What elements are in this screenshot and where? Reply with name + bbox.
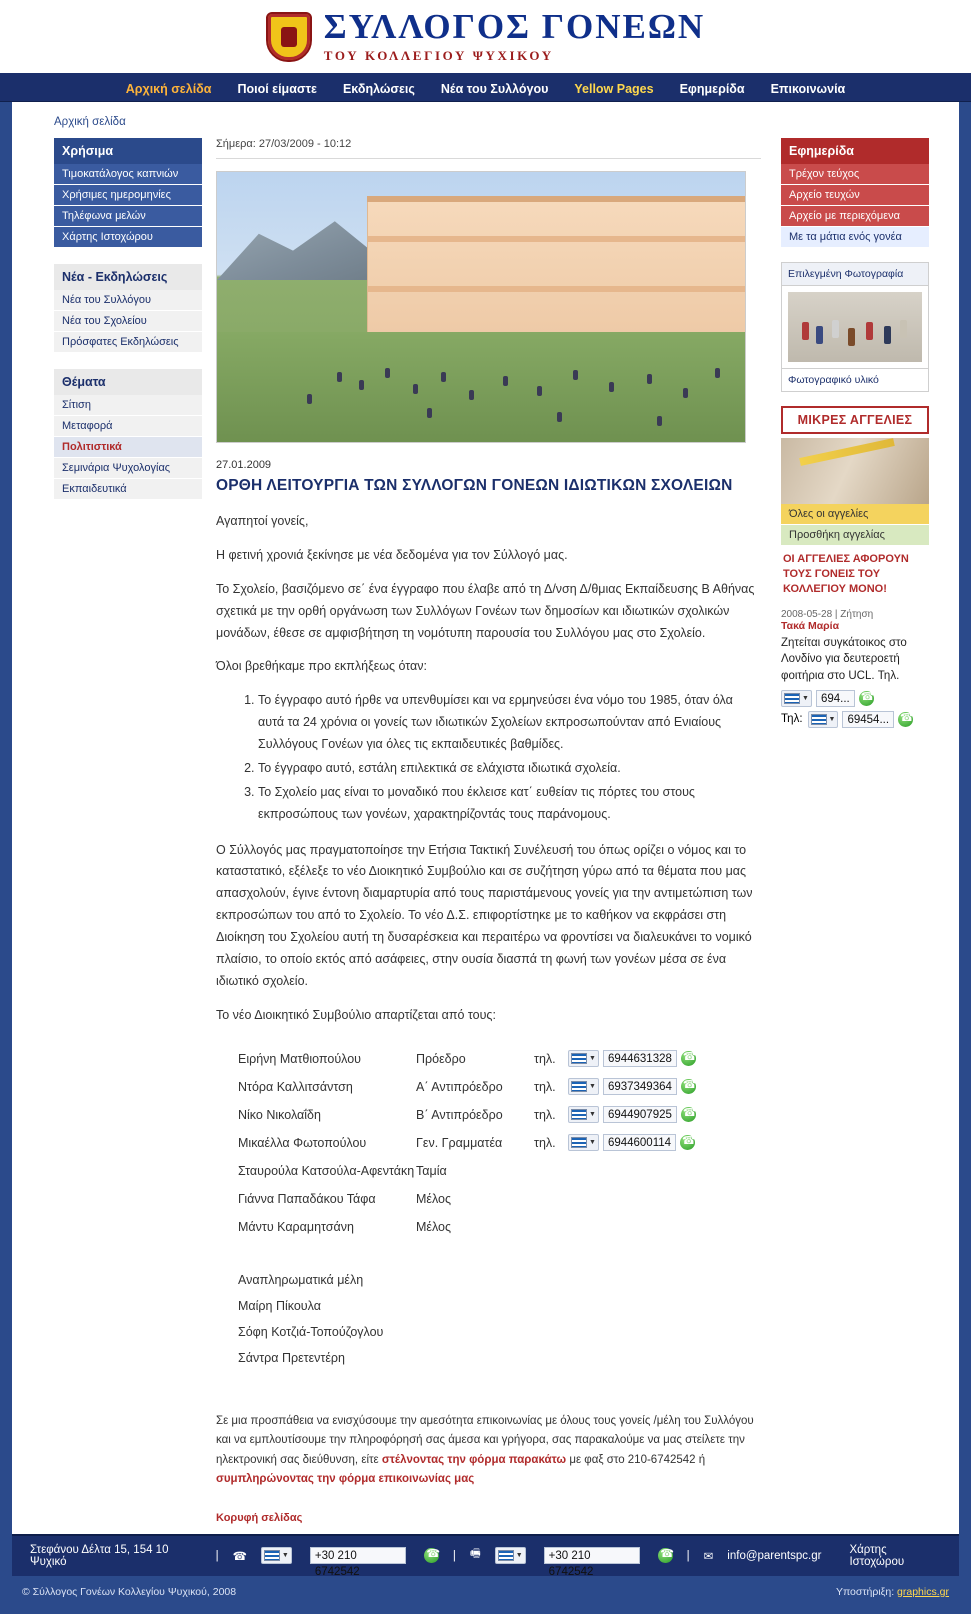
- article-paragraph: Όλοι βρεθήκαμε προ εκπλήξεως όταν:: [216, 659, 428, 674]
- alternates-title: Αναπληρωματικά μέλη: [238, 1272, 364, 1287]
- sidebar-item-sitemap-label[interactable]: Χάρτης Ιστοχώρου: [62, 231, 153, 243]
- call-icon[interactable]: [859, 691, 874, 706]
- right-sidebar: [781, 138, 929, 1524]
- country-flag-select[interactable]: [261, 1547, 292, 1564]
- person-figure: [537, 386, 542, 396]
- member-name: Ειρήνη Ματθιοπούλου: [238, 1051, 362, 1066]
- closing-paragraph: [216, 1412, 761, 1490]
- featured-photo-box: [781, 262, 929, 392]
- logo-main: ΣΥΛΛΟΓΟΣ ΓΟΝΕΩΝ: [323, 7, 706, 46]
- member-phone[interactable]: 6944600114: [603, 1134, 676, 1151]
- sidebar-box-news: [54, 264, 202, 353]
- lawn: [217, 332, 745, 442]
- country-flag-select[interactable]: [495, 1547, 526, 1564]
- chevron-down-icon: ▼: [802, 694, 809, 702]
- greek-flag-icon: [571, 1109, 587, 1120]
- back-to-top-link[interactable]: Κορυφή σελίδας: [216, 1511, 303, 1524]
- contact-form-link[interactable]: συμπληρώνοντας την φόρμα επικοινωνίας μας: [216, 1473, 475, 1486]
- member-role: Ταμία: [416, 1163, 447, 1178]
- sidebar-item-recent-events-label[interactable]: Πρόσφατες Εκδηλώσεις: [62, 336, 179, 348]
- greek-flag-icon: [498, 1550, 514, 1561]
- sidebar-box-topics: [54, 369, 202, 500]
- classified-phone-row: [781, 711, 929, 728]
- person-figure: [848, 328, 855, 346]
- member-role: Πρόεδρο: [416, 1051, 466, 1066]
- sidebar-item-cultural[interactable]: [54, 437, 202, 458]
- support-link[interactable]: graphics.gr: [897, 1585, 949, 1598]
- list-item: 3. Το Σχολείο μας είναι το μοναδικό που έκλεισε κατ΄ ευθείαν τις πόρτες του στους εκπροσώπους των γονέων, χαρακτηρίζοντάς τους παράνομους.: [258, 782, 761, 826]
- person-figure: [385, 368, 390, 378]
- article-body: [216, 511, 761, 1027]
- member-tel-label: τηλ.: [534, 1051, 556, 1066]
- logo-text: [324, 9, 705, 64]
- newspaper-item-current-label[interactable]: Τρέχον τεύχος: [789, 168, 860, 180]
- sidebar-box-useful-title: Χρήσιμα: [54, 138, 202, 164]
- columns: [12, 138, 959, 1524]
- person-figure: [573, 370, 578, 380]
- member-tel-label: τηλ.: [534, 1107, 556, 1122]
- member-role: Α΄ Αντιπρόεδρο: [416, 1079, 503, 1094]
- closing-text-1: Σε μια προσπάθεια να ενισχύσουμε την αμεσότητα επικοινωνίας με όλους τους γονείς /μέλη του Συλλόγου και να εμπλουτίσουμε την πληροφόρησή σας άμεσα και γρήγορα, σας παρακαλούμε να μας στείλετε την ηλεκτρονική σας διεύθυνση, είτε: [216, 1414, 754, 1466]
- classified-phone-row: [781, 690, 929, 707]
- table-row: [238, 1185, 761, 1213]
- footer-phone[interactable]: +30 210 6742542: [310, 1547, 407, 1564]
- chevron-down-icon: ▼: [589, 1139, 596, 1146]
- newspaper-item-contents-archive[interactable]: [781, 206, 929, 227]
- classified-phone-1[interactable]: 694...: [816, 690, 855, 707]
- fax-icon: 🖷: [469, 1548, 481, 1561]
- member-phone[interactable]: 6944907925: [603, 1106, 677, 1123]
- sidebar-item-association-news-label[interactable]: Νέα του Συλλόγου: [62, 294, 152, 306]
- site-logo[interactable]: [266, 9, 705, 64]
- table-row: [238, 1157, 761, 1185]
- sidebar-item-educational-label[interactable]: Εκπαιδευτικά: [62, 483, 127, 495]
- member-role: Γεν. Γραμματέα: [416, 1135, 503, 1150]
- article-paragraph: Η φετινή χρονιά ξεκίνησε με νέα δεδομένα για τον Σύλλογό μας.: [216, 547, 568, 562]
- sidebar-item-price-list-label[interactable]: Τιμοκατάλογος καπνιών: [62, 168, 179, 180]
- table-row: [238, 1073, 761, 1101]
- country-flag-select[interactable]: [568, 1106, 599, 1123]
- nav-item-contact[interactable]: Επικοινωνία: [770, 81, 846, 96]
- newspaper-title: Εφημερίδα: [781, 138, 929, 164]
- list-item: 1. Το έγγραφο αυτό ήρθε να υπενθυμίσει και να ερμηνεύσει ένα νόμο του 1985, όταν όλα αυτά τα 24 χρόνια οι γονείς των ιδιωτικών Σχολείων εκπροσωπούνταν από Ενιαίους Συλλόγους Γονέων για όλες τις εκπαιδευτικές βαθμίδες.: [258, 690, 761, 756]
- article-paragraph: Το Σχολείο, βασιζόμενο σε΄ ένα έγγραφο που έλαβε από τη Δ/νση Δ/θμιας Εκπαίδευσης Β Αθήνας σχετικά με την ορθή οργάνωση των Συλλόγων Γονέων των δημοσίων και ιδιωτικών σχολικών μονάδων, έθεσε σε αμφισβήτηση τη νομότυπη παρουσία του Συλλόγου μας στο Σχολείο.: [216, 581, 755, 640]
- page-title: ΟΡΘΗ ΛΕΙΤΟΥΡΓΙΑ ΤΩΝ ΣΥΛΛΟΓΩΝ ΓΟΝΕΩΝ ΙΔΙΩΤΙΚΩΝ ΣΧΟΛΕΙΩΝ: [216, 477, 733, 494]
- chevron-down-icon: ▼: [589, 1055, 596, 1062]
- article-paragraph: Το νέο Διοικητικό Συμβούλιο απαρτίζεται από τους:: [216, 1007, 496, 1022]
- sidebar-item-price-list[interactable]: [54, 164, 202, 185]
- newspaper-item-parent-eyes-label[interactable]: Με τα μάτια ενός γονέα: [789, 231, 902, 243]
- member-name: Νίκο Νικολαΐδη: [238, 1107, 321, 1122]
- today-date: Σήμερα: 27/03/2009 - 10:12: [216, 138, 761, 159]
- sidebar-item-psych-seminars[interactable]: [54, 458, 202, 479]
- article-paragraph: Ο Σύλλογός μας πραγματοποίησε την Ετήσια Τακτική Συνέλευσή του όπως ορίζει ο νόμος και το καταστατικό, εξέλεξε το νέο Διοικητικό Συμβούλιο και σε συζήτηση γύρω από τα θέματα που μας απασχολούν, έγινε έντονη διαμαρτυρία από τους παριστάμενους γονείς για την αντιμετώπιση των εκπροσώπων του από το Σχολείο. Το νέο Δ.Σ. επιφορτίστηκε με το καθήκον να εκφράσει στη Διοίκηση του Σχολείου αυτή τη δυσαρέσκεια και περαιτέρω να φροντίσει να διαλευκάνει το νομικό πλαίσιο, το οποίο εκτός από ασάφειες, στην ουσία διασπά τη φωνή των γονέων μέσα σε ένα ιδιωτικό σχολείο.: [216, 842, 753, 988]
- nav-item-news[interactable]: Νέα του Συλλόγου: [440, 81, 549, 96]
- board-members-table: [238, 1045, 761, 1241]
- table-row: [238, 1129, 761, 1157]
- member-tel-label: τηλ.: [534, 1135, 556, 1150]
- call-icon[interactable]: [424, 1548, 438, 1563]
- article-paragraph: Αγαπητοί γονείς,: [216, 514, 309, 528]
- person-figure: [657, 416, 662, 426]
- sidebar-box-topics-title: Θέματα: [54, 369, 202, 395]
- phone-icon: ☎: [232, 1550, 247, 1563]
- support-label: Υποστήριξη:: [835, 1585, 895, 1598]
- member-name: Μάντυ Καραμητσάνη: [238, 1219, 354, 1234]
- person-figure: [647, 374, 652, 384]
- classified-meta: 2008-05-28 | Ζήτηση: [781, 608, 874, 620]
- chevron-down-icon: ▼: [589, 1111, 596, 1118]
- send-form-link[interactable]: στέλνοντας την φόρμα παρακάτω: [381, 1453, 567, 1466]
- person-figure: [866, 322, 873, 340]
- featured-photo-image[interactable]: [788, 292, 922, 362]
- sidebar-item-psych-seminars-label[interactable]: Σεμινάρια Ψυχολογίας: [62, 462, 171, 474]
- chevron-down-icon: ▼: [515, 1552, 523, 1560]
- person-figure: [816, 326, 823, 344]
- alternate-members: [238, 1267, 761, 1372]
- sidebar-item-educational[interactable]: [54, 479, 202, 500]
- sidebar-item-cultural-label[interactable]: Πολιτιστικά: [62, 441, 122, 453]
- greek-flag-icon: [571, 1081, 587, 1092]
- newspaper-box: [781, 138, 929, 248]
- divider: |: [215, 1549, 219, 1562]
- table-row: [238, 1213, 761, 1241]
- person-figure: [337, 372, 342, 382]
- person-figure: [715, 368, 720, 378]
- call-icon[interactable]: [681, 1107, 696, 1122]
- sidebar-item-sitemap[interactable]: [54, 227, 202, 248]
- support-block: [836, 1586, 949, 1598]
- left-sidebar: [54, 138, 202, 1524]
- newspaper-item-current[interactable]: [781, 164, 929, 185]
- logo-sub: ΤΟΥ ΚΟΛΛΕΓΙΟΥ ΨΥΧΙΚΟΥ: [323, 48, 554, 63]
- member-tel-label: τηλ.: [534, 1079, 556, 1094]
- featured-photo-header: Επιλεγμένη Φωτογραφία: [782, 263, 928, 286]
- breadcrumb[interactable]: Αρχική σελίδα: [54, 116, 126, 128]
- member-role: Μέλος: [416, 1191, 452, 1206]
- table-row: [238, 1101, 761, 1129]
- footer-email-link[interactable]: info@parentspc.gr: [727, 1549, 822, 1562]
- call-icon[interactable]: [681, 1079, 696, 1094]
- member-phone[interactable]: 6944631328: [603, 1050, 677, 1067]
- member-name: Μικαέλλα Φωτοπούλου: [238, 1135, 367, 1150]
- country-flag-select[interactable]: [568, 1134, 599, 1151]
- person-figure: [884, 326, 891, 344]
- sidebar-item-useful-dates-label[interactable]: Χρήσιμες ημερομηνίες: [62, 189, 171, 201]
- person-figure: [427, 408, 432, 418]
- featured-photo-caption[interactable]: Φωτογραφικό υλικό: [782, 368, 928, 391]
- person-figure: [802, 322, 809, 340]
- newspaper-item-archive[interactable]: [781, 185, 929, 206]
- main-content: [216, 138, 767, 1524]
- member-name: Γιάννα Παπαδάκου Τάφα: [238, 1191, 376, 1206]
- table-row: [238, 1045, 761, 1073]
- sidebar-item-association-news[interactable]: [54, 290, 202, 311]
- sidebar-box-news-title: Νέα - Εκδηλώσεις: [54, 264, 202, 290]
- alternate-member: Μαίρη Πίκουλα: [238, 1298, 321, 1313]
- person-figure: [503, 376, 508, 386]
- greek-flag-icon: [571, 1137, 587, 1148]
- alternate-member: Σόφη Κοτζιά-Τοπούζογλου: [238, 1325, 384, 1339]
- person-figure: [609, 382, 614, 392]
- sidebar-item-transport-label[interactable]: Μεταφορά: [62, 420, 113, 432]
- crest-icon: [266, 12, 312, 62]
- classified-body: Ζητείται συγκάτοικος στο Λονδίνο για δευτεροετή φοιτήρια στο UCL. Τηλ.: [781, 636, 907, 682]
- sidebar-item-transport[interactable]: [54, 416, 202, 437]
- mail-icon: ✉: [703, 1550, 714, 1563]
- sidebar-box-useful: [54, 138, 202, 248]
- sidebar-item-member-phones-label[interactable]: Τηλέφωνα μελών: [62, 210, 146, 222]
- greek-flag-icon: [784, 693, 800, 704]
- school-building: [367, 202, 746, 352]
- copyright-bar: [0, 1576, 971, 1614]
- nav-item-about[interactable]: Ποιοί είμαστε: [237, 81, 317, 96]
- chevron-down-icon: ▼: [828, 715, 836, 723]
- country-flag-select[interactable]: [808, 711, 839, 728]
- divider: |: [452, 1549, 456, 1562]
- person-figure: [359, 380, 364, 390]
- person-figure: [832, 320, 839, 338]
- closing-text-2: με φαξ στο 210-6742542 ή: [566, 1453, 706, 1466]
- all-classifieds-link[interactable]: Όλες οι αγγελίες: [781, 504, 929, 525]
- sidebar-item-recent-events[interactable]: [54, 332, 202, 353]
- article-numbered-list: [216, 690, 761, 825]
- newspaper-item-archive-label[interactable]: Αρχείο τευχών: [789, 189, 860, 201]
- call-icon[interactable]: [681, 1051, 696, 1066]
- main-nav: [0, 76, 971, 102]
- content-frame: [12, 102, 959, 1534]
- classified-phone-2[interactable]: 69454...: [842, 711, 894, 728]
- person-figure: [441, 372, 446, 382]
- member-name: Ντόρα Καλλιτσάντση: [238, 1079, 353, 1094]
- site-footer: [12, 1534, 959, 1579]
- person-figure: [557, 412, 562, 422]
- chevron-down-icon: ▼: [281, 1552, 289, 1560]
- newspaper-item-contents-archive-label[interactable]: Αρχείο με περιεχόμενα: [789, 210, 900, 222]
- country-flag-select[interactable]: [568, 1050, 599, 1067]
- call-icon[interactable]: [658, 1548, 672, 1563]
- call-icon[interactable]: [680, 1135, 695, 1150]
- person-figure: [683, 388, 688, 398]
- person-figure: [900, 320, 907, 338]
- sidebar-item-member-phones[interactable]: [54, 206, 202, 227]
- sidebar-item-meals[interactable]: [54, 395, 202, 416]
- sidebar-item-useful-dates[interactable]: [54, 185, 202, 206]
- classifieds-box: [781, 406, 929, 728]
- site-header: [0, 0, 971, 76]
- country-flag-select[interactable]: [568, 1078, 599, 1095]
- nav-item-newspaper[interactable]: Εφημερίδα: [679, 81, 745, 96]
- classifieds-note: ΟΙ ΑΓΓΕΛΙΕΣ ΑΦΟΡΟΥΝ ΤΟΥΣ ΓΟΝΕΙΣ ΤΟΥ ΚΟΛΛΕΓΙΟΥ ΜΟΝΟ!: [781, 546, 929, 601]
- chevron-down-icon: ▼: [589, 1083, 596, 1090]
- member-role: Μέλος: [416, 1219, 452, 1234]
- footer-address: Στεφάνου Δέλτα 15, 154 10 Ψυχικό: [30, 1543, 169, 1568]
- person-figure: [469, 390, 474, 400]
- sidebar-item-school-news[interactable]: [54, 311, 202, 332]
- sidebar-item-meals-label[interactable]: Σίτιση: [62, 399, 91, 411]
- classifieds-title: ΜΙΚΡΕΣ ΑΓΓΕΛΙΕΣ: [781, 406, 929, 434]
- greek-flag-icon: [571, 1053, 587, 1064]
- newspaper-item-parent-eyes[interactable]: [781, 227, 929, 248]
- member-name: Σταυρούλα Κατσούλα-Αφεντάκη: [238, 1163, 415, 1178]
- nav-item-home[interactable]: Αρχική σελίδα: [125, 81, 212, 96]
- hero-photo: [216, 171, 746, 443]
- nav-item-yellow-pages[interactable]: Yellow Pages: [574, 81, 654, 96]
- person-figure: [413, 384, 418, 394]
- classifieds-image: [781, 438, 929, 504]
- member-role: Β΄ Αντιπρόεδρο: [416, 1107, 503, 1122]
- add-classified-link[interactable]: Προσθήκη αγγελίας: [781, 525, 929, 546]
- classified-phone-2-label: Τηλ:: [781, 713, 803, 726]
- article-date: 27.01.2009: [216, 459, 272, 471]
- greek-flag-icon: [264, 1550, 280, 1561]
- alternate-member: Σάντρα Πρετεντέρη: [238, 1351, 345, 1366]
- copyright-text: © Σύλλογος Γονέων Κολλεγίου Ψυχικού, 2008: [22, 1585, 237, 1598]
- footer-fax[interactable]: +30 210 6742542: [544, 1547, 641, 1564]
- nav-item-events[interactable]: Εκδηλώσεις: [342, 81, 415, 96]
- greek-flag-icon: [811, 714, 827, 725]
- list-item: 2. Το έγγραφο αυτό, εστάλη επιλεκτικά σε ελάχιστα ιδιωτικά σχολεία.: [258, 758, 761, 780]
- footer-sitemap-link[interactable]: Χάρτης Ιστοχώρου: [849, 1543, 905, 1568]
- country-flag-select[interactable]: [781, 690, 812, 707]
- classified-phones: [781, 690, 929, 728]
- classified-author: Τακά Μαρία: [781, 619, 840, 632]
- divider: |: [686, 1549, 690, 1562]
- member-phone[interactable]: 6937349364: [603, 1078, 677, 1095]
- call-icon[interactable]: [898, 712, 913, 727]
- person-figure: [307, 394, 312, 404]
- sidebar-item-school-news-label[interactable]: Νέα του Σχολείου: [62, 315, 147, 327]
